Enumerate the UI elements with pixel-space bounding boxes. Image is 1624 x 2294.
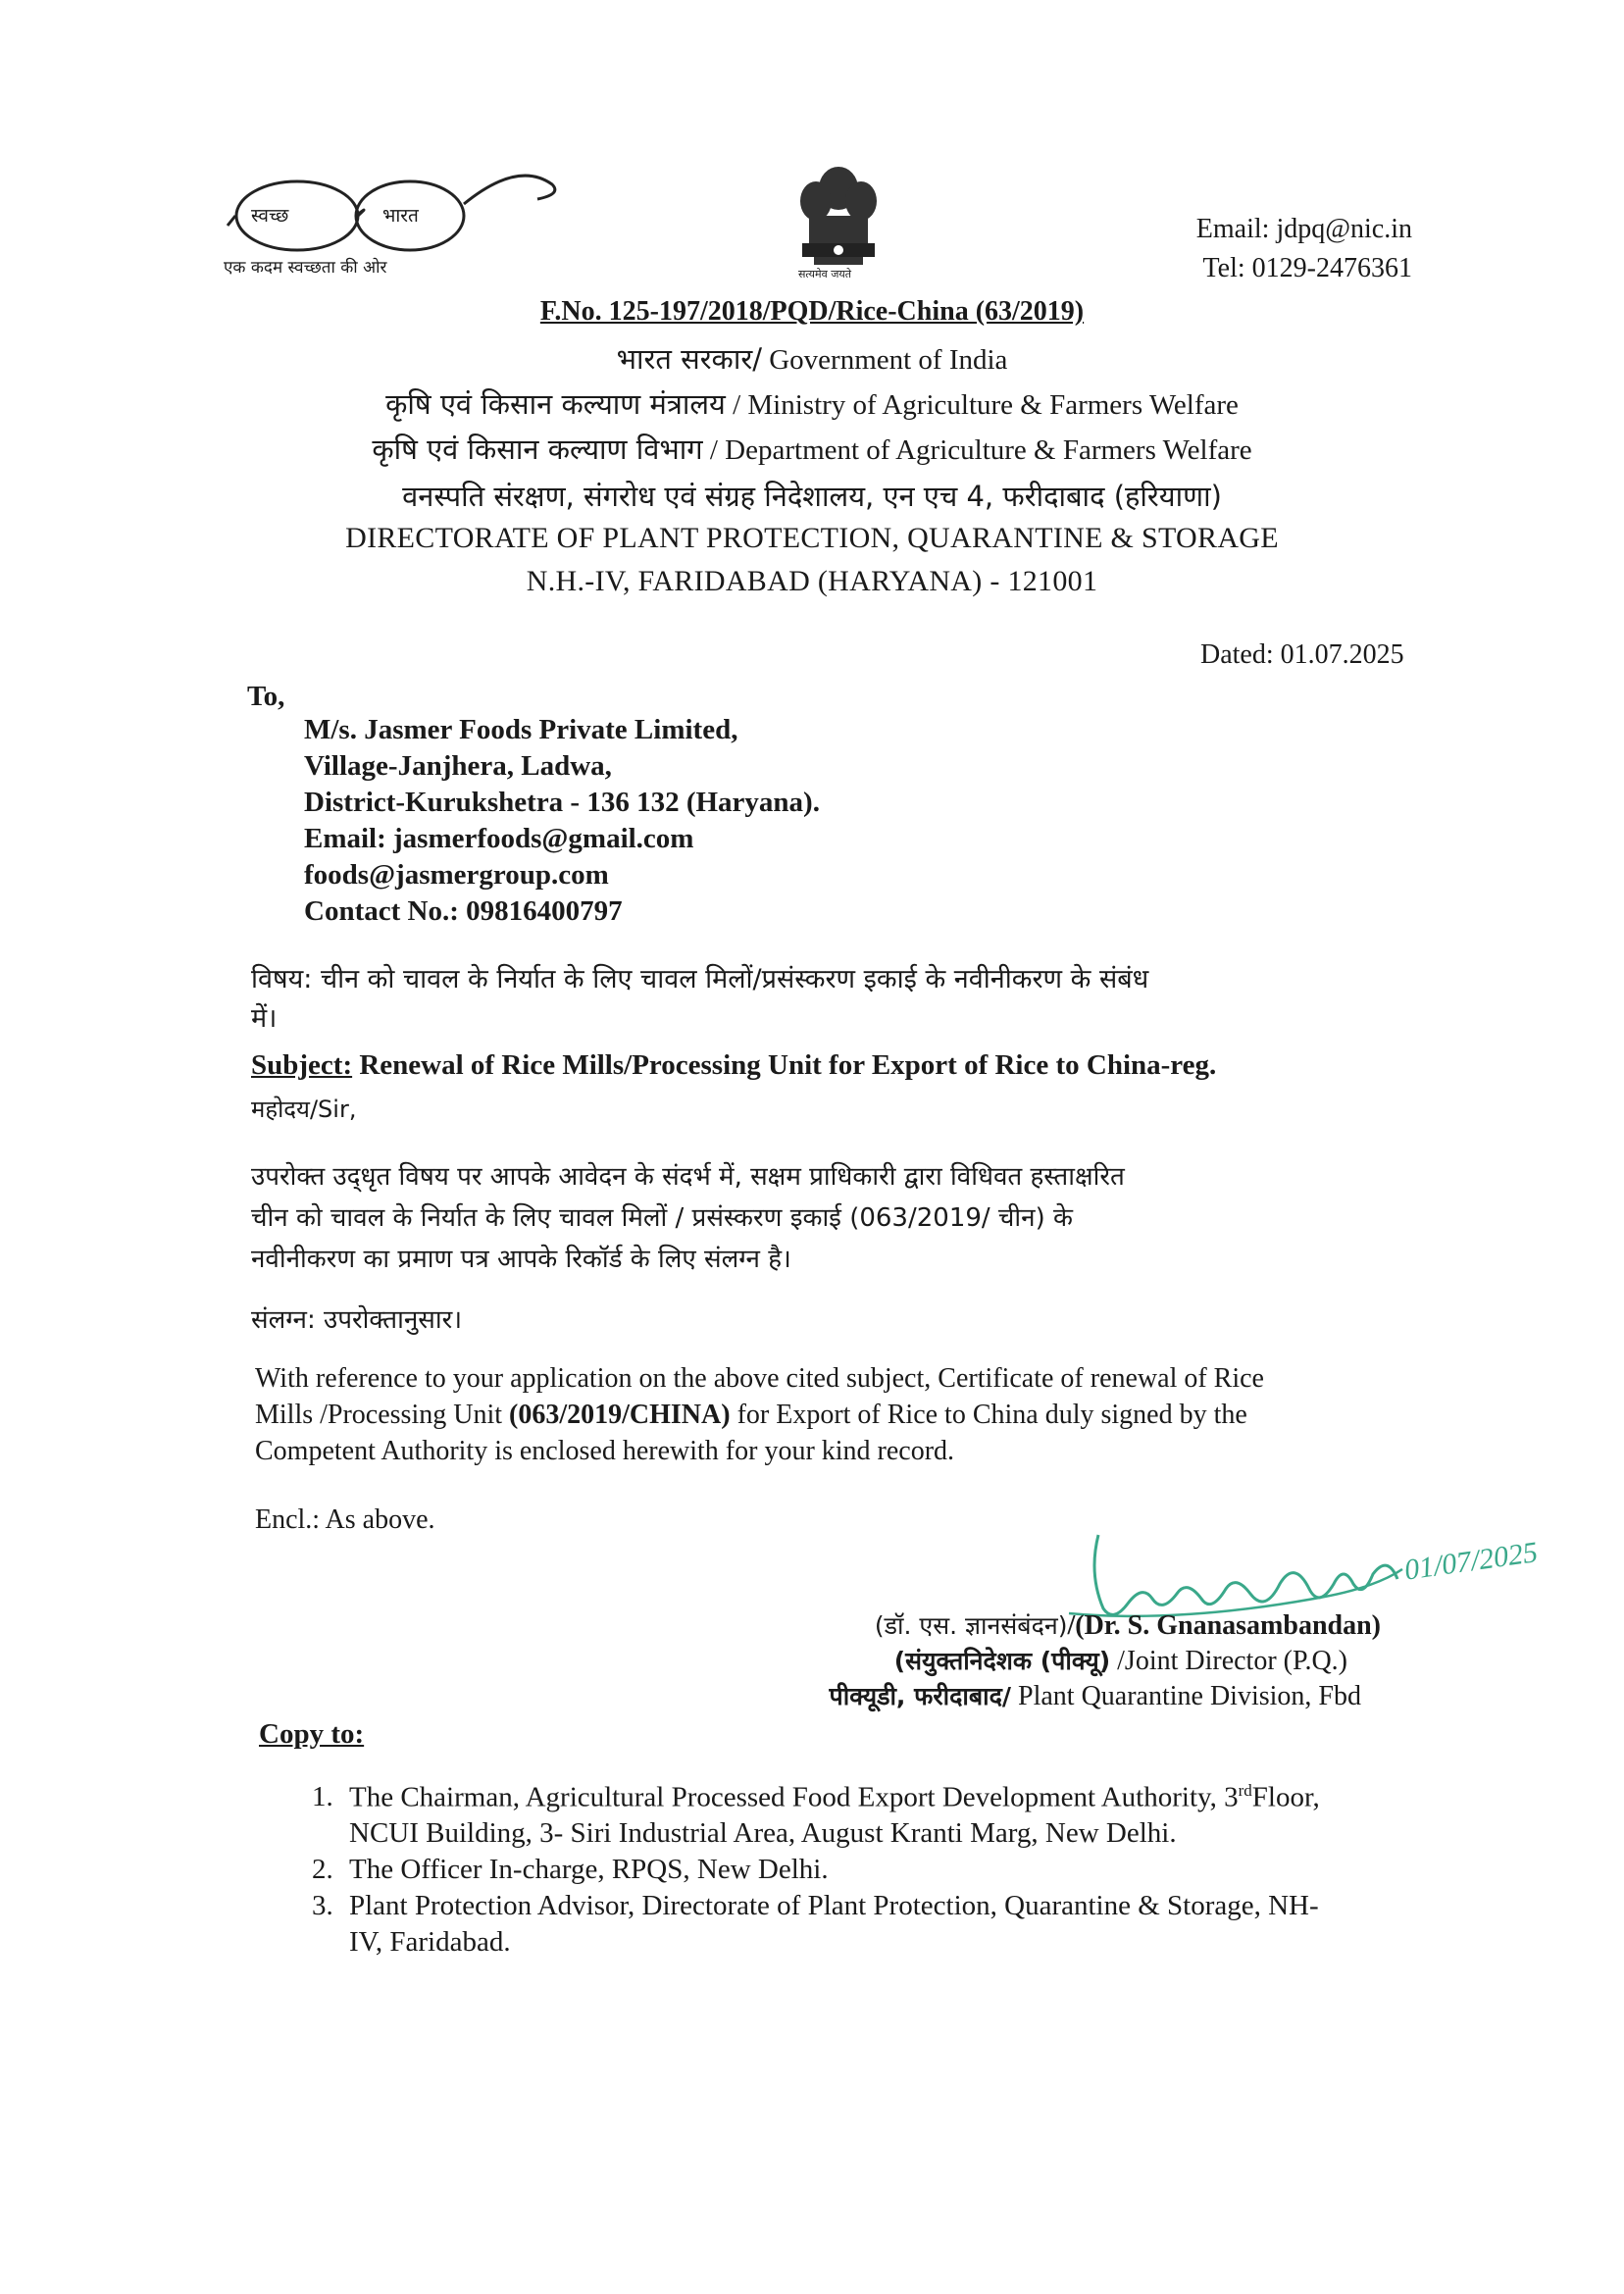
recipient-email: Email: jasmerfoods@gmail.com	[304, 823, 694, 854]
body-en-line3: Competent Authority is enclosed herewith for your kind record.	[255, 1436, 955, 1466]
copy-to-item-line1: The Chairman, Agricultural Processed Food Export Development Authority, 3	[349, 1781, 1239, 1813]
copy-to-item	[312, 1854, 829, 1886]
copy-to-item-number: 1.	[312, 1781, 333, 1812]
signatory-division-en: Plant Quarantine Division, Fbd	[1011, 1681, 1361, 1711]
copy-to-item-line1-end: Floor,	[1251, 1781, 1320, 1813]
copy-to-item	[312, 1781, 1320, 1814]
header-ministry-en: / Ministry of Agriculture & Farmers Welfare	[725, 389, 1239, 421]
signatory-name-en: /(Dr. S. Gnanasambandan)	[1067, 1610, 1381, 1641]
signatory-name-hi: (डॉ. एस. ज्ञानसंबंदन)	[874, 1611, 1068, 1640]
header-address: N.H.-IV, FARIDABAD (HARYANA) - 121001	[526, 565, 1098, 597]
copy-to-item-line1: Plant Protection Advisor, Directorate of Plant Protection, Quarantine & Storage, NH-	[349, 1890, 1319, 1921]
copy-to-item-superscript: rd	[1238, 1781, 1252, 1800]
dated-value: 01.07.2025	[1280, 639, 1404, 670]
subject-hi-line1: विषय: चीन को चावल के निर्यात के लिए चावल मिलों/प्रसंस्करण इकाई के नवीनीकरण के संबंध	[251, 964, 1149, 994]
encl-en: Encl.: As above.	[255, 1504, 435, 1535]
header-government	[0, 339, 1624, 378]
header-directorate-en: DIRECTORATE OF PLANT PROTECTION, QUARANTINE & STORAGE	[345, 522, 1279, 554]
body-hi-line3: नवीनीकरण का प्रमाण पत्र आपके रिकॉर्ड के लिए संलग्न है।	[251, 1245, 791, 1274]
recipient-village: Village-Janjhera, Ladwa,	[304, 750, 612, 782]
signatory-title-en: /Joint Director (P.Q.)	[1110, 1646, 1347, 1676]
header-ministry	[0, 384, 1624, 423]
signatory-division-hi: पीक्यूडी, फरीदाबाद/	[829, 1682, 1012, 1710]
emblem-caption: सत्यमेव जयते	[798, 268, 852, 280]
logo-tagline: एक कदम स्वच्छता की ओर	[224, 258, 387, 278]
body-hi-line2: चीन को चावल के निर्यात के लिए चावल मिलों / प्रसंस्करण इकाई (063/2019/ चीन) के	[251, 1203, 1073, 1233]
body-en-line2	[255, 1400, 1247, 1431]
to-label: To,	[247, 681, 285, 712]
copy-to-item-number: 3.	[312, 1890, 333, 1921]
salutation: महोदय/Sir,	[251, 1096, 357, 1123]
copy-to-item	[312, 1890, 1319, 1922]
signature-date: 01/07/2025	[1402, 1535, 1540, 1587]
recipient-contact: Contact No.: 09816400797	[304, 895, 623, 927]
signatory-title	[894, 1644, 1347, 1677]
national-emblem	[785, 157, 892, 289]
header-government-en: Government of India	[761, 344, 1008, 376]
recipient-email-2: foods@jasmergroup.com	[304, 859, 609, 891]
body-en-line1: With reference to your application on the above cited subject, Certificate of renewal of Rice	[255, 1363, 1264, 1394]
body-en-line2-c: for Export of Rice to China duly signed by the	[730, 1400, 1247, 1430]
copy-to-label: Copy to:	[259, 1718, 365, 1750]
logo-left-word: स्वच्छ	[251, 205, 289, 227]
copy-to-item-number: 2.	[312, 1854, 333, 1885]
dated-label: Dated:	[1200, 639, 1274, 670]
recipient-name: M/s. Jasmer Foods Private Limited,	[304, 714, 738, 745]
subject-en-text: Renewal of Rice Mills/Processing Unit for Export of Rice to China-reg.	[352, 1049, 1217, 1081]
subject-hi-line2: में।	[251, 1003, 278, 1034]
subject-en-label: Subject:	[251, 1049, 353, 1081]
recipient-district: District-Kurukshetra - 136 132 (Haryana).	[304, 787, 820, 818]
subject-en	[251, 1049, 1216, 1082]
header-government-hi: भारत सरकार/	[616, 342, 762, 376]
copy-to-item-line1: The Officer In-charge, RPQS, New Delhi.	[349, 1854, 829, 1885]
signatory-division	[830, 1679, 1361, 1712]
header-ministry-hi: कृषि एवं किसान कल्याण मंत्रालय	[385, 387, 726, 421]
encl-hi: संलग्न: उपरोक्तानुसार।	[251, 1305, 463, 1335]
header-directorate-hi: वनस्पति संरक्षण, संगरोध एवं संग्रह निदेशालय, एन एच 4, फरीदाबाद (हरियाणा)	[402, 480, 1222, 513]
contact-tel: Tel: 0129-2476361	[1202, 253, 1412, 283]
header-department	[0, 430, 1624, 468]
logo-right-word: भारत	[382, 205, 419, 227]
swachh-bharat-logo	[224, 165, 567, 282]
body-en-line2-a: Mills /Processing Unit	[255, 1400, 510, 1430]
body-en-certificate-no: (063/2019/CHINA)	[509, 1400, 731, 1430]
copy-to-item-line2: IV, Faridabad.	[349, 1926, 511, 1958]
header-department-hi: कृषि एवं किसान कल्याण विभाग	[372, 433, 703, 466]
contact-email: Email: jdpq@nic.in	[1195, 214, 1412, 244]
header-department-en: / Department of Agriculture & Farmers Welfare	[702, 434, 1252, 466]
body-hi-line1: उपरोक्त उद्‍धृत विषय पर आपके आवेदन के संदर्भ में, सक्षम प्राधिकारी द्वारा विधिवत हस्ताक्षरित	[251, 1162, 1125, 1192]
dated	[1200, 639, 1404, 671]
copy-to-item-line2: NCUI Building, 3- Siri Industrial Area, August Kranti Marg, New Delhi.	[349, 1817, 1177, 1849]
file-number: F.No. 125-197/2018/PQD/Rice-China (63/2019)	[539, 296, 1085, 327]
signatory-name	[875, 1608, 1381, 1642]
signatory-title-hi: (संयुक्तनिदेशक (पीक्यू)	[893, 1647, 1111, 1675]
